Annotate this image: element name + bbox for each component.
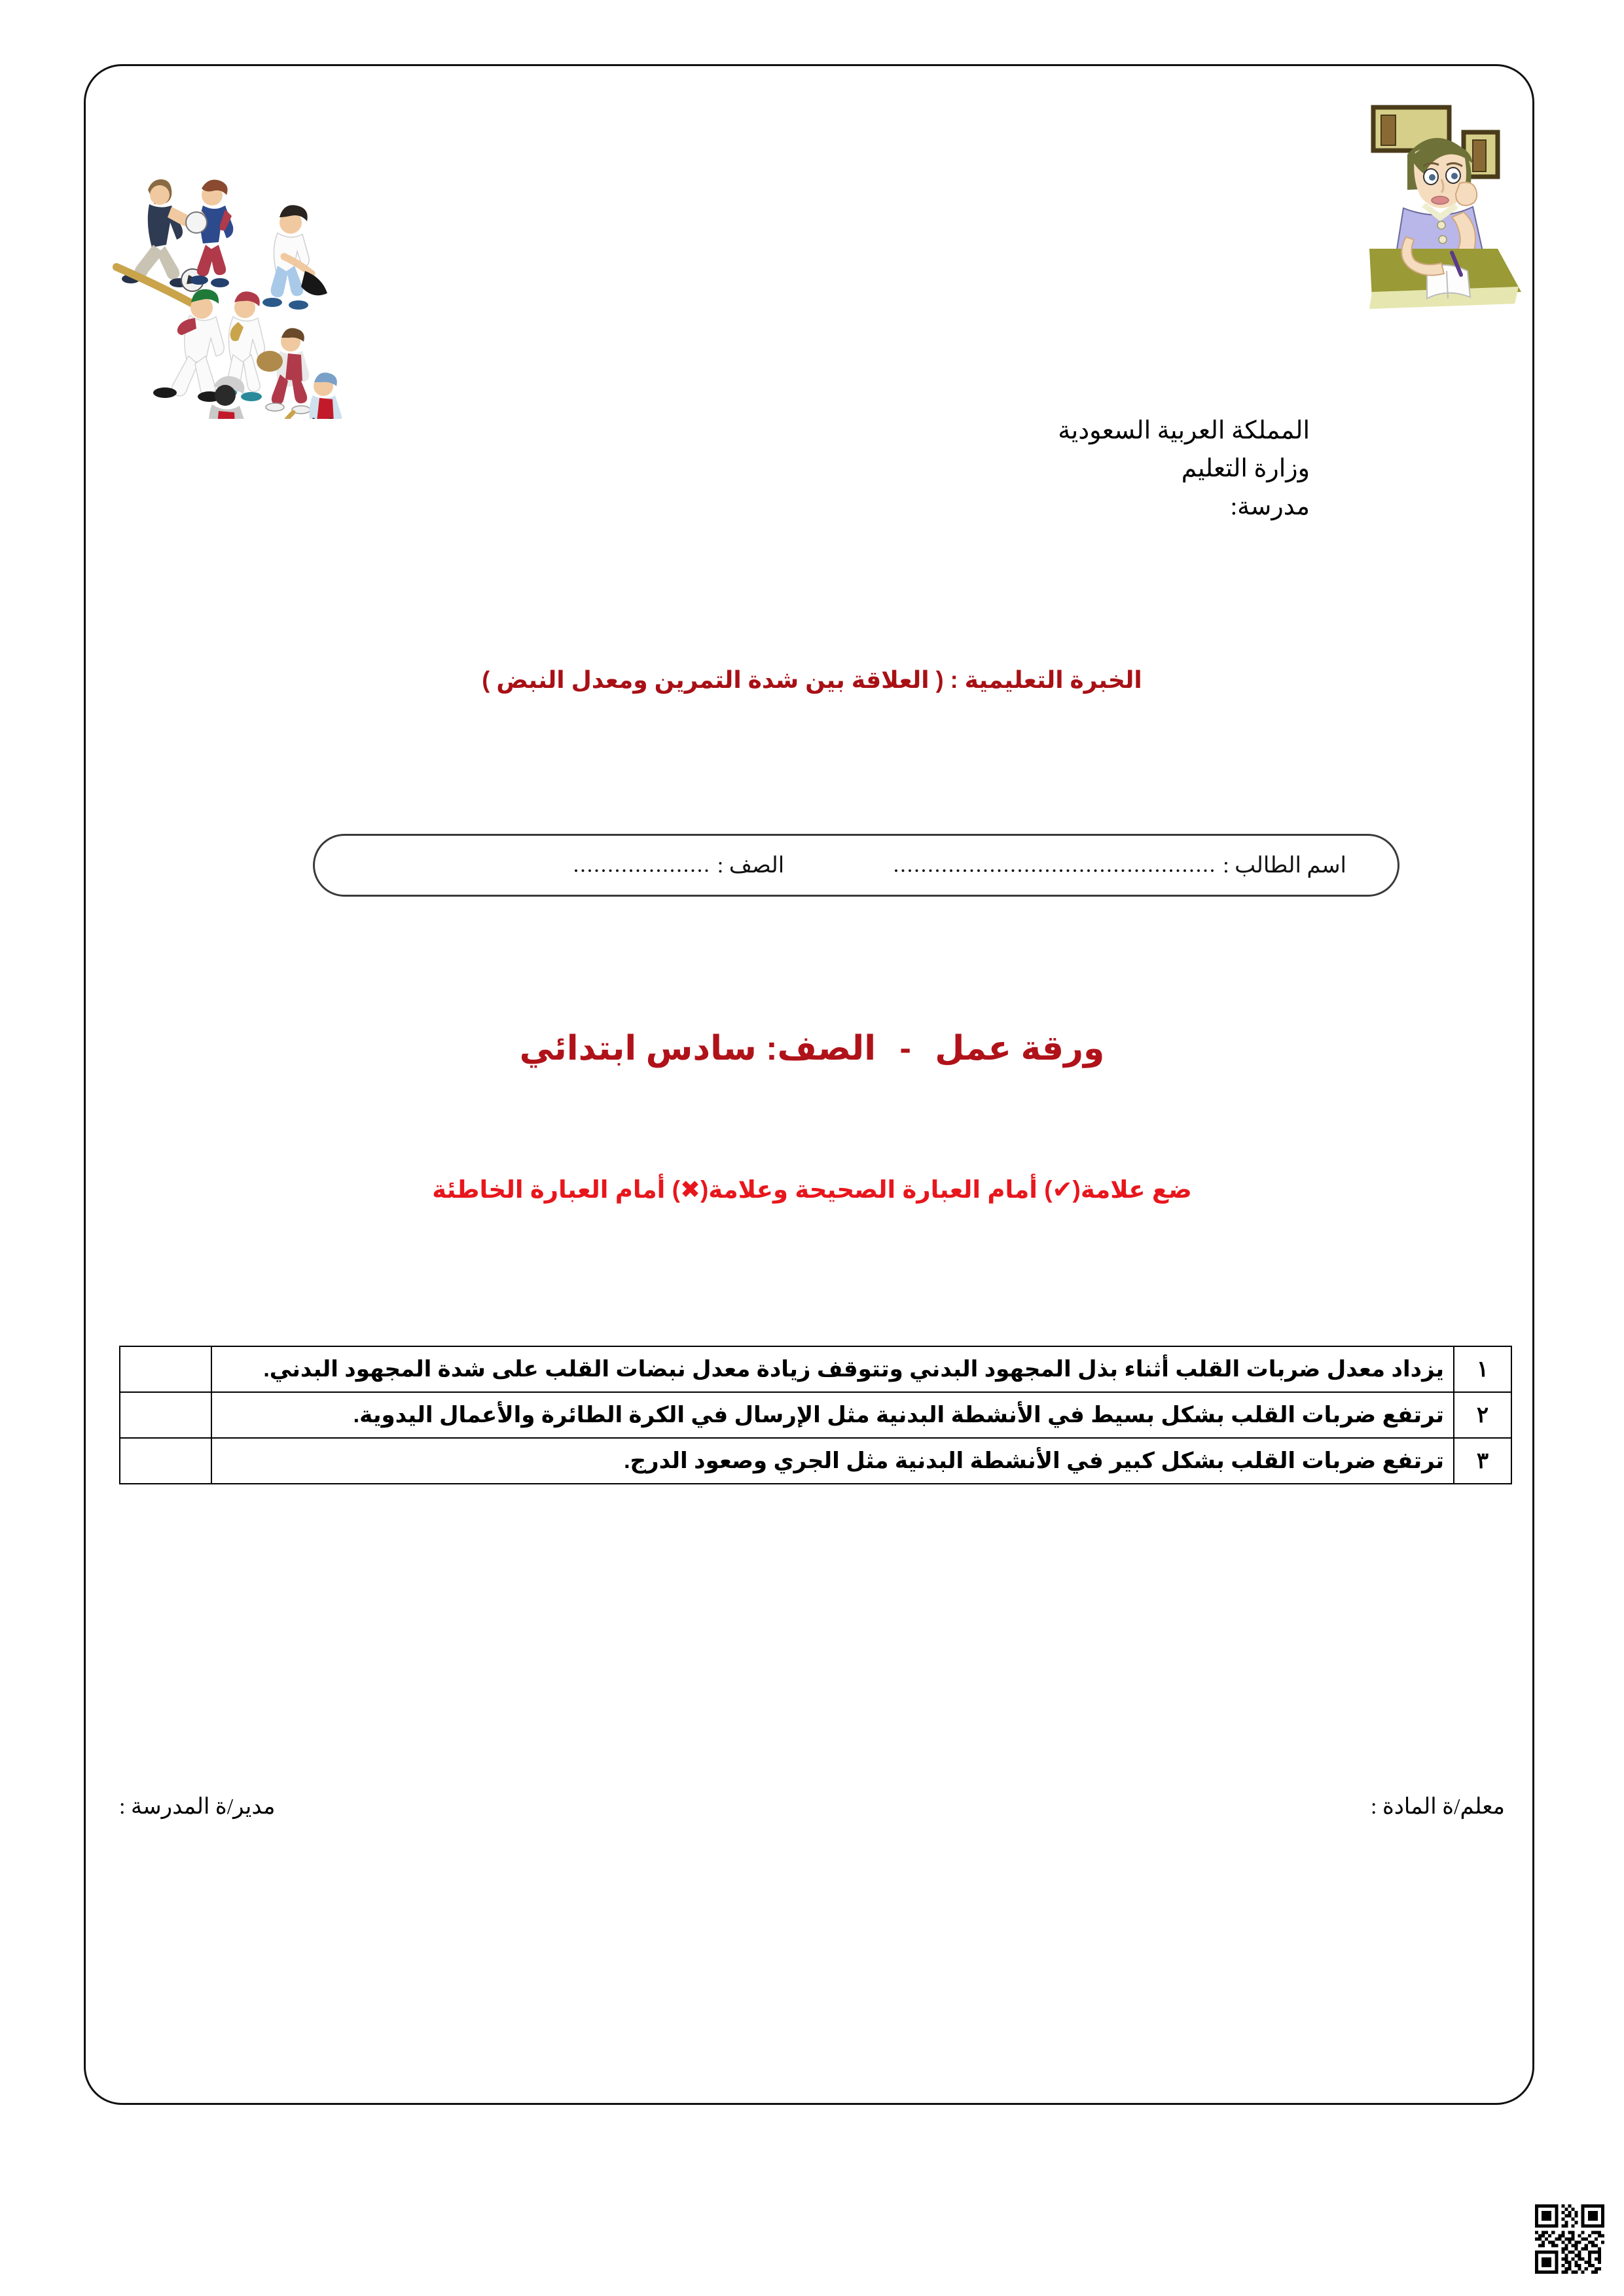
instruction-line: ضع علامة(✔) أمام العبارة الصحيحة وعلامة(✖) أمام العبارة الخاطئة [432, 1176, 1192, 1203]
student-info-box [313, 834, 1399, 897]
table-row [120, 1346, 1511, 1392]
worksheet-title [0, 1029, 1624, 1068]
qr-code-icon [1535, 2204, 1604, 2274]
student-class-field[interactable] [514, 852, 784, 878]
row-number: ١ [1454, 1346, 1511, 1392]
footer-signatures [119, 1787, 1505, 1826]
worksheet-title-separator: - [899, 1030, 911, 1067]
student-name-dots: ............................................... [893, 853, 1217, 877]
teacher-signature-label: معلم/ة المادة : [1371, 1795, 1505, 1819]
worksheet-title-grade: الصف: سادس ابتدائي [519, 1030, 876, 1067]
row-answer-cell[interactable] [120, 1438, 211, 1484]
student-class-label: الصف : [717, 853, 785, 878]
worksheet-title-main: ورقة عمل [935, 1030, 1105, 1067]
table-row [120, 1438, 1511, 1484]
row-statement: يزداد معدل ضربات القلب أثناء بذل المجهود البدني وتتوقف زيادة معدل نبضات القلب على شدة المجهود البدني. [211, 1346, 1454, 1392]
educational-experience-title: الخبرة التعليمية : ( العلاقة بين شدة التمرين ومعدل النبض ) [482, 666, 1142, 693]
row-number: ٣ [1454, 1438, 1511, 1484]
ministry-header [904, 412, 1310, 526]
table-row [120, 1392, 1511, 1438]
student-name-label: اسم الطالب : [1223, 853, 1346, 878]
student-name-field[interactable] [810, 852, 1346, 878]
header-line-school: مدرسة: [1230, 492, 1310, 520]
student-studying-at-desk-icon [1335, 84, 1532, 326]
row-statement: ترتفع ضربات القلب بشكل كبير في الأنشطة البدنية مثل الجري وصعود الدرج. [211, 1438, 1454, 1484]
row-answer-cell[interactable] [120, 1346, 211, 1392]
student-class-dots: .................... [573, 853, 711, 877]
row-number: ٢ [1454, 1392, 1511, 1438]
header-line-ministry: وزارة التعليم [1181, 454, 1310, 482]
principal-signature-label: مدير/ة المدرسة : [119, 1795, 276, 1819]
row-answer-cell[interactable] [120, 1392, 211, 1438]
statements-table [119, 1346, 1512, 1484]
row-statement: ترتفع ضربات القلب بشكل بسيط في الأنشطة البدنية مثل الإرسال في الكرة الطائرة والأعمال اليدوية. [211, 1392, 1454, 1438]
sports-players-collage-icon [97, 111, 372, 419]
header-line-country: المملكة العربية السعودية [1058, 417, 1310, 444]
